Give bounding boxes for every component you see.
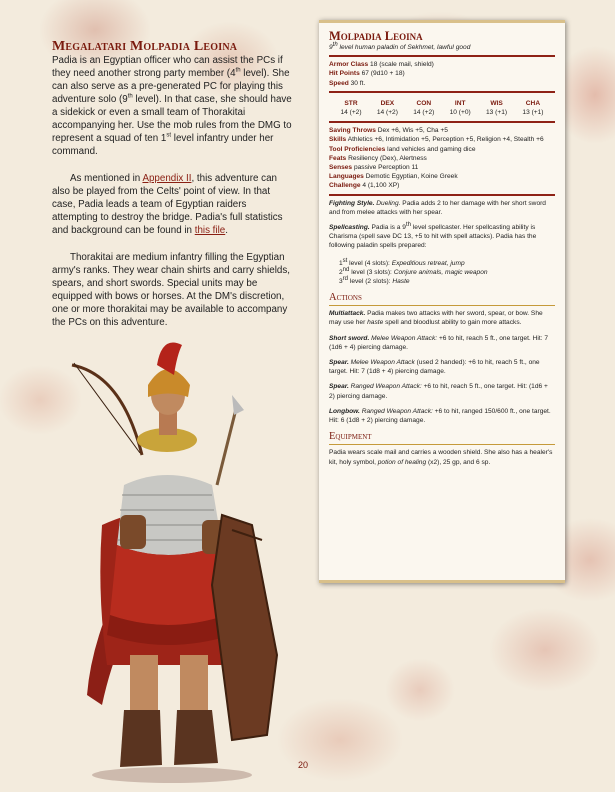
ability-value: 10 (+0) — [449, 109, 471, 117]
value: 67 (9d10 + 18) — [359, 70, 405, 78]
skills — [329, 135, 555, 144]
actions-heading: Actions — [329, 292, 555, 306]
saving-throws — [329, 126, 555, 135]
longbow-action — [329, 407, 555, 425]
challenge — [329, 181, 555, 190]
spell-slot-1 — [339, 259, 555, 268]
text: spell and bloodlust ability to gain more attacks. — [383, 319, 522, 327]
text: As mentioned in — [70, 173, 143, 184]
label: Hit Points — [329, 70, 360, 78]
section-title: Megalatari Molpadia Leoina — [52, 39, 238, 54]
spell-names: Expeditious retreat, jump — [391, 259, 465, 267]
divider — [329, 194, 555, 196]
text: +6 to hit, reach 5 ft., one target. Hit: 7 (1d6 + 4) piercing damage. — [329, 334, 548, 351]
attack-type: Ranged Weapon Attack: — [359, 407, 433, 415]
text: Padia is a 9 — [369, 224, 406, 232]
ordinal: nd — [342, 266, 350, 273]
attack-type: Melee Weapon Attack: — [369, 334, 438, 342]
multiattack — [329, 309, 555, 327]
ability-cha — [515, 99, 551, 117]
paladin-illustration — [62, 335, 292, 790]
ability-value: 14 (+2) — [413, 109, 435, 117]
tool-proficiencies — [329, 145, 555, 154]
text: level (4 slots): — [347, 259, 392, 267]
ability-int — [442, 99, 478, 117]
spell-name: haste — [367, 319, 384, 327]
attack-type: Ranged Weapon Attack: — [348, 383, 422, 391]
label: Languages — [329, 173, 364, 181]
ordinal: th — [235, 67, 241, 74]
ability-name: WIS — [490, 99, 503, 107]
value: land vehicles and gaming dice — [385, 145, 476, 153]
spell-slot-3 — [339, 277, 555, 286]
intro-paragraph — [52, 54, 292, 158]
trait-title: Spellcasting. — [329, 224, 370, 232]
text: level (3 slots): — [349, 268, 394, 276]
text: 2 — [339, 268, 343, 276]
ability-name: CHA — [525, 99, 541, 107]
text: level spellcaster. Her spellcasting ability is Charisma (spell save DC 13, +5 to hit with spell attacks). Padia has the following paladin spells prepared: — [329, 224, 537, 250]
text: Padia makes two attacks with her sword, spear, or bow. She may use her — [329, 310, 543, 327]
value: Demotic Egyptian, Koine Greek — [363, 173, 458, 181]
label: Armor Class — [329, 61, 369, 69]
text: +6 to hit, ranged 150/600 ft., one target. Hit: 6 (1d8 + 2) piercing damage. — [329, 407, 551, 425]
text: +6 to hit, reach 5 ft., one target. Hit: (1d6 + 2) piercing damage. — [329, 383, 548, 400]
text: (used 2 handed): +6 to hit, reach 5 ft., one target. Hit: 7 (1d8 + 4) piercing damage. — [329, 359, 540, 376]
spellcasting — [329, 223, 555, 251]
ordinal: th — [127, 93, 133, 100]
action-title: Short sword. — [329, 334, 370, 342]
ability-scores — [329, 96, 555, 118]
action-title: Longbow. — [329, 407, 360, 415]
creature-name: Molpadia Leoina — [329, 29, 423, 43]
languages — [329, 172, 555, 181]
ordinal: st — [166, 132, 172, 139]
feats — [329, 154, 555, 163]
item-name: potion of healing — [377, 458, 427, 466]
attack-type: Melee Weapon Attack — [348, 359, 415, 367]
ordinal: st — [342, 257, 348, 264]
label: Speed — [329, 79, 349, 87]
text: Padia wears scale mail and carries a wooden shield. She also has a healer's kit, holy symbol, — [329, 449, 553, 466]
text: 9 — [329, 44, 333, 51]
creature-subtitle — [329, 43, 555, 52]
trait-subtitle: Dueling. — [374, 199, 401, 207]
label: Feats — [329, 154, 347, 162]
spear-ranged-action — [329, 382, 555, 400]
file-link[interactable]: this file — [194, 225, 226, 236]
value: 18 (scale mail, shield) — [368, 61, 434, 69]
ability-name: STR — [344, 99, 358, 107]
ordinal: rd — [342, 275, 349, 282]
value: Dex +6, Wis +5, Cha +5 — [375, 127, 448, 135]
ability-str — [333, 99, 369, 117]
action-title: Spear. — [329, 359, 349, 367]
celts-paragraph — [52, 172, 292, 237]
label: Saving Throws — [329, 127, 376, 135]
armor-class — [329, 60, 555, 69]
text: 1 — [339, 259, 343, 267]
page-number: 20 — [298, 760, 309, 770]
label: Senses — [329, 164, 353, 172]
spell-slot-2 — [339, 268, 555, 277]
text: level (2 slots): — [348, 278, 393, 286]
ability-value: 13 (+1) — [522, 109, 544, 117]
thorakitai-paragraph: Thorakitai are medium infantry filling the Egyptian army's ranks. They wear chain shirts and carry shields, spears, and short swords. Special units may be equipped with bows or horses. At the DM's discretion, one or more thorakitai may be available to accompany the PCs on this adventure. — [52, 252, 290, 328]
equipment-heading: Equipment — [329, 431, 555, 445]
value: passive Perception 11 — [352, 164, 419, 172]
ordinal: th — [332, 41, 338, 48]
text: Padia adds 2 to her damage with her short sword and from melee attacks with her spear. — [329, 199, 546, 216]
label: Skills — [329, 136, 347, 144]
value: 4 (1,100 XP) — [360, 182, 400, 190]
text: level human paladin of Sekhmet, lawful good — [337, 44, 471, 51]
ordinal: th — [405, 221, 411, 228]
divider — [329, 55, 555, 57]
label: Challenge — [329, 182, 361, 190]
divider — [329, 91, 555, 93]
spell-names: Conjure animals, magic weapon — [393, 268, 488, 276]
text: level infantry under her command. — [52, 133, 274, 157]
value: Athletics +6, Intimidation +5, Perception +5, Religion +4, Stealth +6 — [346, 136, 544, 144]
ability-name: DEX — [380, 99, 395, 107]
hit-points — [329, 69, 555, 78]
speed — [329, 79, 555, 88]
spell-list — [329, 259, 555, 287]
short-sword-action — [329, 334, 555, 352]
text: , this adventure can also be played from the Celts' point of view. In that case, Padia leads a team of Egyptian raiders attempting to destroy the bridge. Padia's full statistics and background can be found in — [52, 173, 283, 236]
text: (x2), 25 gp, and 6 sp. — [426, 458, 491, 466]
spell-names: Haste — [392, 278, 410, 286]
text: . — [225, 225, 228, 236]
equipment — [329, 448, 555, 466]
trait-title: Fighting Style. — [329, 199, 375, 207]
intro-column — [52, 40, 292, 343]
ability-value: 13 (+1) — [486, 109, 508, 117]
appendix-link[interactable]: Appendix II — [142, 173, 192, 184]
ability-value: 14 (+2) — [376, 109, 398, 117]
text: level). She can also serve as a pre-generated PC for playing this adventure solo (9 — [52, 68, 290, 105]
action-title: Spear. — [329, 383, 349, 391]
senses — [329, 163, 555, 172]
stat-block — [319, 20, 565, 583]
divider — [329, 121, 555, 123]
ability-value: 14 (+2) — [340, 109, 362, 117]
ability-con — [406, 99, 442, 117]
text: Padia is an Egyptian officer who can assist the PCs if they need another strong party member (4 — [52, 55, 283, 79]
text: level). In that case, she should have a sidekick or even a small team of Thorakitai accompanying her. Use the mob rules from the DMG to represent a squad of ten 1 — [52, 94, 292, 144]
value: Resiliency (Dex), Alertness — [346, 154, 427, 162]
action-title: Multiattack. — [329, 310, 366, 318]
spear-melee-action — [329, 358, 555, 376]
ability-dex — [369, 99, 405, 117]
label: Tool Proficiencies — [329, 145, 386, 153]
text: 3 — [339, 278, 343, 286]
ability-wis — [479, 99, 515, 117]
fighting-style — [329, 199, 555, 217]
ability-name: INT — [454, 99, 466, 107]
value: 30 ft. — [348, 79, 366, 87]
ability-name: CON — [416, 99, 432, 107]
